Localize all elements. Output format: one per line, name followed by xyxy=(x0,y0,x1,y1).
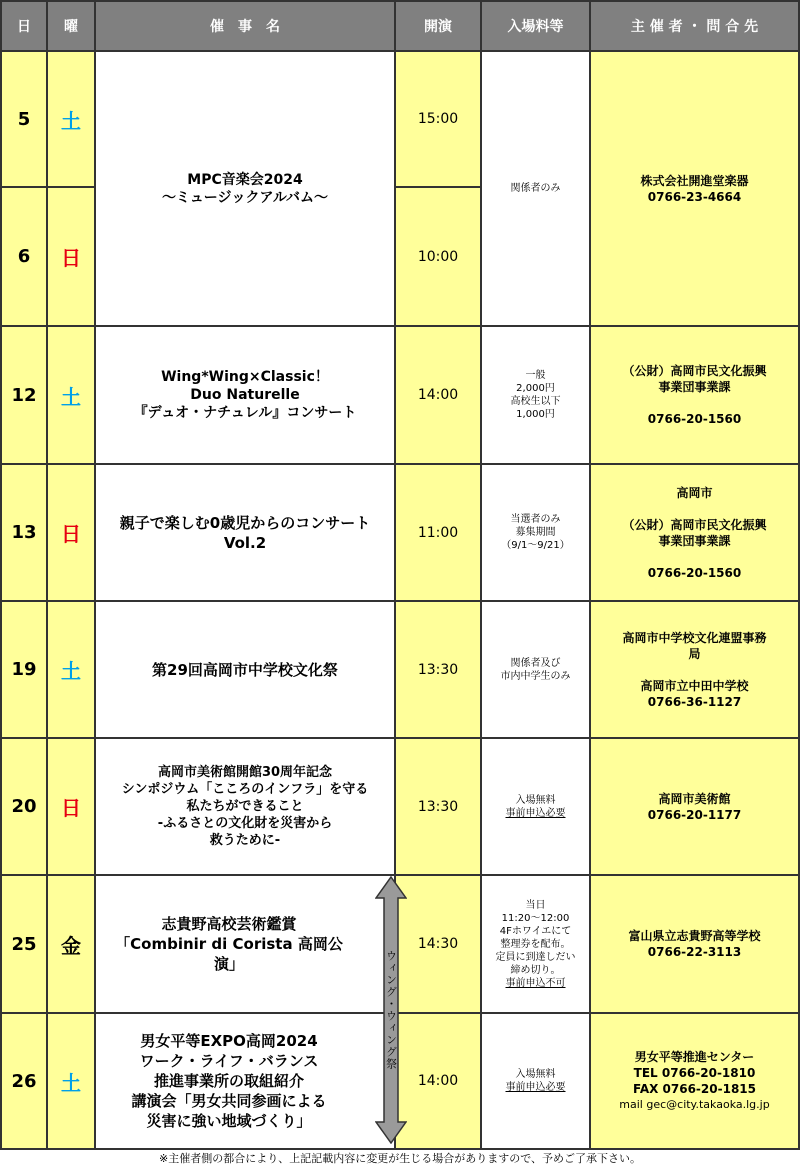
organizer-phone: TEL 0766-20-1810 xyxy=(633,1066,756,1080)
organizer-email: mail gec@city.takaoka.lg.jp xyxy=(619,1098,770,1111)
event-title-line: 災害に強い地域づくり」 xyxy=(146,1112,312,1130)
event-title-cell xyxy=(94,463,396,602)
organizer-name: 局 xyxy=(688,646,701,661)
start-time-cell: 11:00 xyxy=(394,463,482,602)
event-title-line: 「Combinir di Corista 高岡公演」 xyxy=(115,935,343,973)
event-title-line: 講演会「男女共同参画による xyxy=(131,1092,327,1110)
event-title-cell xyxy=(94,50,396,327)
event-title-line: ～ミュージックアルバム～ xyxy=(162,189,328,206)
day-cell: 26 xyxy=(0,1012,48,1150)
organizer-cell xyxy=(589,600,800,739)
fee-line: 当日 xyxy=(525,899,546,911)
fee-line: 入場無料 xyxy=(515,1069,556,1080)
event-title-cell xyxy=(94,600,396,739)
event-title-line: ワーク・ライフ・バランス xyxy=(139,1052,319,1070)
organizer-cell xyxy=(589,1012,800,1150)
organizer-name: 高岡市中学校文化連盟事務 xyxy=(622,630,767,645)
fee-cell xyxy=(480,874,591,1014)
event-title-line: 救うために- xyxy=(209,833,281,848)
organizer-cell xyxy=(589,874,800,1014)
event-title-line: 第29回高岡市中学校文化祭 xyxy=(152,660,338,679)
weekday-cell: 土 xyxy=(46,1012,96,1150)
organizer-phone: 0766-36-1127 xyxy=(647,694,742,709)
header-event: 催 事 名 xyxy=(94,0,396,52)
event-title-line: MPC音楽会2024 xyxy=(187,171,303,188)
organizer-fax: FAX 0766-20-1815 xyxy=(633,1082,756,1096)
event-title-line: 親子で楽しむ0歳児からのコンサート xyxy=(119,513,371,532)
organizer-phone: 0766-20-1560 xyxy=(647,412,742,426)
day-cell: 25 xyxy=(0,874,48,1014)
fee-cell xyxy=(480,463,591,602)
organizer-phone: 0766-22-3113 xyxy=(647,945,742,959)
organizer-name: （公財）高岡市民文化振興 xyxy=(622,364,767,378)
day-cell: 13 xyxy=(0,463,48,602)
footnote: ※主催者側の都合により、上記記載内容に変更が生じる場合がありますので、予めご了承下さい。 xyxy=(159,1152,641,1165)
fee-line: 定員に到達しだい xyxy=(495,951,576,963)
weekday-cell: 金 xyxy=(46,874,96,1014)
fee-line: 関係者のみ xyxy=(510,183,561,194)
fee-line: 4Fホワイエにて xyxy=(499,925,572,937)
header-weekday: 曜 xyxy=(46,0,96,52)
start-time-cell: 14:00 xyxy=(394,1012,482,1150)
fee-line: 事前申込必要 xyxy=(505,1082,566,1093)
event-title-line: -ふるさとの文化財を災害から xyxy=(157,816,333,831)
fee-line: 11:20～12:00 xyxy=(501,912,570,924)
fee-line: 整理券を配布。 xyxy=(500,938,571,950)
weekday-cell: 日 xyxy=(46,737,96,876)
fee-line: 高校生以下 xyxy=(510,396,561,407)
organizer-cell xyxy=(589,737,800,876)
organizer-cell xyxy=(589,50,800,327)
weekday-cell: 土 xyxy=(46,600,96,739)
start-time-cell: 13:30 xyxy=(394,737,482,876)
fee-line: 事前申込必要 xyxy=(505,807,566,819)
event-title-line: 高岡市美術館開館30周年記念 xyxy=(157,765,333,780)
event-title-line: 『デュオ・ナチュレル』コンサート xyxy=(133,405,357,421)
arrow-label: ウィング・ウィング祭 xyxy=(384,950,398,1070)
event-title-cell xyxy=(94,874,396,1014)
organizer-name: 事業団事業課 xyxy=(658,533,731,548)
fee-line: 事前申込不可 xyxy=(505,977,566,989)
organizer-cell xyxy=(589,463,800,602)
fee-line: （9/1～9/21） xyxy=(501,540,570,551)
fee-cell xyxy=(480,1012,591,1150)
fee-line: 入場無料 xyxy=(515,794,556,806)
fee-cell xyxy=(480,600,591,739)
weekday-cell: 土 xyxy=(46,325,96,465)
start-time-cell: 13:30 xyxy=(394,600,482,739)
event-title-line: Duo Naturelle xyxy=(190,387,300,403)
fee-line: 2,000円 xyxy=(516,383,555,394)
organizer-name: 株式会社開進堂楽器 xyxy=(640,173,749,188)
fee-cell xyxy=(480,325,591,465)
start-time-cell: 10:00 xyxy=(394,186,482,327)
event-title-line: Wing*Wing×Classic！ xyxy=(161,369,329,385)
weekday-cell: 日 xyxy=(46,186,96,327)
day-cell: 20 xyxy=(0,737,48,876)
fee-line: 一般 xyxy=(525,370,546,381)
header-organizer: 主 催 者 ・ 問 合 先 xyxy=(589,0,800,52)
event-title-cell xyxy=(94,325,396,465)
event-title-line: 男女平等EXPO高岡2024 xyxy=(140,1032,318,1050)
organizer-cell xyxy=(589,325,800,465)
fee-cell xyxy=(480,50,591,327)
event-title-cell xyxy=(94,737,396,876)
fee-line: 募集期間 xyxy=(515,527,556,538)
weekday-cell: 日 xyxy=(46,463,96,602)
event-title-line: 志貴野高校芸術鑑賞 xyxy=(161,915,297,933)
fee-line: 締め切り。 xyxy=(510,964,561,976)
start-time-cell: 14:00 xyxy=(394,325,482,465)
event-title-line: シンポジウム「こころのインフラ」を守る xyxy=(121,782,369,797)
event-title-line: 私たちができること xyxy=(186,799,304,814)
fee-cell xyxy=(480,737,591,876)
weekday-cell: 土 xyxy=(46,50,96,188)
start-time-cell: 14:30 xyxy=(394,874,482,1014)
header-fee: 入場料等 xyxy=(480,0,591,52)
organizer-name: （公財）高岡市民文化振興 xyxy=(622,517,767,532)
organizer-name: 富山県立志貴野高等学校 xyxy=(628,929,761,943)
header-day: 日 xyxy=(0,0,48,52)
day-cell: 12 xyxy=(0,325,48,465)
organizer-phone: 0766-20-1560 xyxy=(647,565,742,580)
organizer-name: 事業団事業課 xyxy=(658,380,731,394)
organizer-phone: 0766-23-4664 xyxy=(647,189,742,204)
double-arrow-icon xyxy=(375,876,407,1144)
event-title-line: 推進事業所の取組紹介 xyxy=(153,1072,304,1090)
event-title-cell xyxy=(94,1012,396,1150)
fee-line: 市内中学生のみ xyxy=(500,670,571,682)
organizer-name: 高岡市立中田中学校 xyxy=(640,678,749,693)
day-cell: 6 xyxy=(0,186,48,327)
day-cell: 19 xyxy=(0,600,48,739)
fee-line: 関係者及び xyxy=(510,657,561,669)
day-cell: 5 xyxy=(0,50,48,188)
start-time-cell: 15:00 xyxy=(394,50,482,188)
event-title-line: Vol.2 xyxy=(223,533,267,552)
header-start: 開演 xyxy=(394,0,482,52)
organizer-name: 高岡市美術館 xyxy=(658,791,731,806)
organizer-name: 男女平等推進センター xyxy=(634,1050,755,1064)
fee-line: 当選者のみ xyxy=(510,514,561,525)
organizer-name: 高岡市 xyxy=(676,485,713,500)
organizer-phone: 0766-20-1177 xyxy=(647,807,742,822)
fee-line: 1,000円 xyxy=(516,409,555,420)
